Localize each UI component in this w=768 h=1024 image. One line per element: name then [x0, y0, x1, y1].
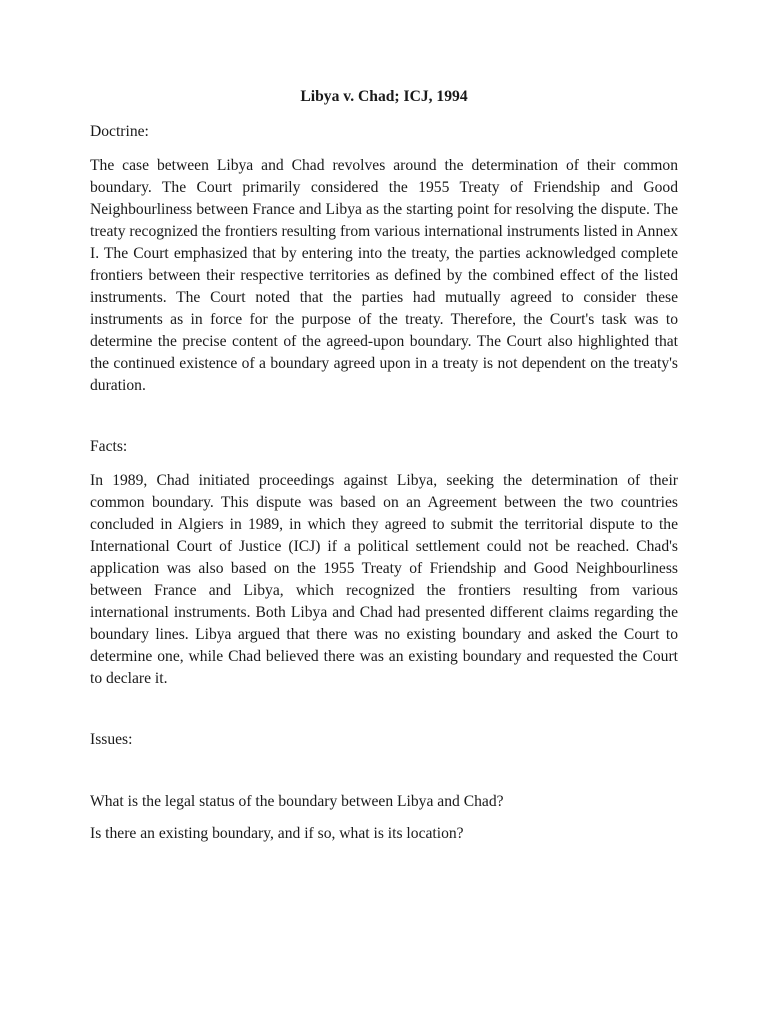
section-spacer: [90, 690, 678, 729]
doctrine-paragraph: The case between Libya and Chad revolves around the determination of their common boundary. The Court primarily considered the 1955 Treaty of Friendship and Good Neighbourliness between France and Libya as the starting point for resolving the dispute. The treaty recognized the frontiers resulting from various international instruments listed in Annex I. The Court emphasized that by entering into the treaty, the parties acknowledged complete frontiers between their respective territories as defined by the combined effect of the listed instruments. The Court noted that the parties had mutually agreed to consider these instruments as in force for the purpose of the treaty. Therefore, the Court's task was to determine the precise content of the agreed-upon boundary. The Court also highlighted that the continued existence of a boundary agreed upon in a treaty is not dependent on the treaty's duration.: [90, 157, 678, 394]
issue-item: Is there an existing boundary, and if so, what is its location?: [90, 825, 464, 842]
facts-heading: Facts:: [90, 438, 128, 455]
document-title: Libya v. Chad; ICJ, 1994: [300, 88, 468, 105]
doctrine-heading: Doctrine:: [90, 123, 149, 140]
section-spacer: [90, 397, 678, 436]
issues-spacer: [90, 763, 678, 791]
issue-item: What is the legal status of the boundary between Libya and Chad?: [90, 793, 504, 810]
document-page: [90, 86, 678, 855]
issues-heading: Issues:: [90, 731, 133, 748]
facts-paragraph: In 1989, Chad initiated proceedings against Libya, seeking the determination of their common boundary. This dispute was based on an Agreement between the two countries concluded in Algiers in 1989, in which they agreed to submit the territorial dispute to the International Court of Justice (ICJ) if a political settlement could not be reached. Chad's application was also based on the 1955 Treaty of Friendship and Good Neighbourliness between France and Libya, which recognized the frontiers resulting from various international instruments. Both Libya and Chad had presented different claims regarding the boundary lines. Libya argued that there was no existing boundary and asked the Court to determine one, while Chad believed there was an existing boundary and requested the Court to declare it.: [90, 472, 678, 687]
